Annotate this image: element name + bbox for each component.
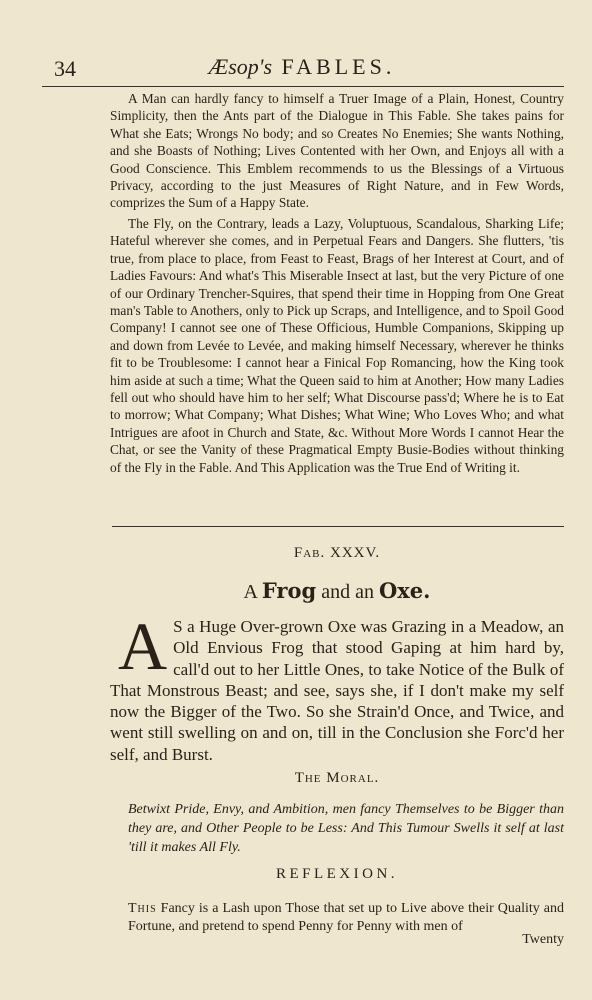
running-title <box>42 54 562 80</box>
running-title-caps: FABLES. <box>281 54 396 79</box>
reflexion-body: Fancy is a Lash upon Those that set up to Live above their Quality and Fortune, and pretend to spend Penny for Penny with men of <box>128 901 564 934</box>
moral-text: Betwixt Pride, Envy, and Ambition, men fancy Themselves to be Bigger than they are, and Other People to be Less: And This Tumour Swells it self at last 'till it makes All Fly. <box>128 802 564 855</box>
fable-title <box>110 578 564 604</box>
catchword: Twenty <box>522 932 564 947</box>
fable-title-a: A <box>243 581 257 603</box>
reflexion-text <box>128 900 564 936</box>
section-divider <box>112 526 564 527</box>
drop-cap: A <box>118 608 168 684</box>
commentary-text-2: The Fly, on the Contrary, leads a Lazy, Voluptuous, Scandalous, Sharking Life; Hateful wherever she comes, and in Perpetual Fears and Dangers. She flutters, 'tis true, from place to place, from Feast to Feast, Brags of her Interest at Court, and of Ladies Favours: And what's This Miserable Insect at last, but the very Picture of one of our Ordinary Trencher-Squires, that spend their time in Hopping from One Great man's Table to Anothers, only to Pick up Scraps, and Intelligence, and to Spoil Good Company! I cannot see one of These Officious, Humble Companions, Skipping up and down from Levée to Levée, and making himself Necessary, wherever he thinks fit to be Troublesome: I cannot hear a Finical Fop Romancing, how the King took him aside at such a time; What the Queen said to him at Another; How many Ladies fell out who should have him to her self; What Discourse pass'd; Where he is to Eat to morrow; What Company; What Dishes; What Wine; Who Loves Who; and what Intrigues are afoot in Church and State, &c. Without More Words I cannot Hear the Chat, or see the Vanity of these Pragmatical Empty Busie-Bodies without thinking of the Fly in the Fable. And This Application was the True End of Writing it. <box>110 216 564 475</box>
reflexion-first-word: This <box>128 901 157 916</box>
running-title-italic: Æsop's <box>208 54 273 79</box>
commentary-paragraph-2 <box>110 215 564 476</box>
reflexion-heading: REFLEXION. <box>275 866 399 882</box>
fable-number: Fab. XXXV. <box>293 545 381 561</box>
page-number: 34 <box>54 56 76 81</box>
header-rule <box>42 86 564 87</box>
moral-heading: The Moral. <box>294 770 380 786</box>
fable-title-frog: Frog <box>261 578 317 603</box>
commentary-text-1: A Man can hardly fancy to himself a Truer Image of a Plain, Honest, Country Simplicity, then the Ants part of the Dialogue in This Fable. She takes pains for What she Eats; Wrongs No body; and so Creates No Enemies; She wants Nothing, and she Boasts of Nothing; Lives Contented with her Own, and Enjoys all with a Good Conscience. This Emblem recommends to us the Blessings of a Virtuous Privacy, according to the just Measures of Right Nature, and in Few Words, comprizes the Sum of a Happy State. <box>110 91 564 211</box>
fable-text <box>110 608 564 765</box>
fable-body: S a Huge Over-grown Oxe was Grazing in a Meadow, an Old Envious Frog that stood Gaping at him hard by, call'd out to her Little Ones, to take Notice of the Bulk of That Monstrous Beast; and see, says she, if I don't make my self now the Bigger of the Two. So she Strain'd Once, and Twice, and went still swelling on and on, till in the Conclusion she Forc'd her self, and Burst. <box>110 617 564 764</box>
fable-title-oxe: Oxe. <box>378 578 431 603</box>
commentary-paragraph-1 <box>110 90 564 212</box>
running-header <box>42 50 562 84</box>
fable-title-and: and an <box>321 581 374 603</box>
